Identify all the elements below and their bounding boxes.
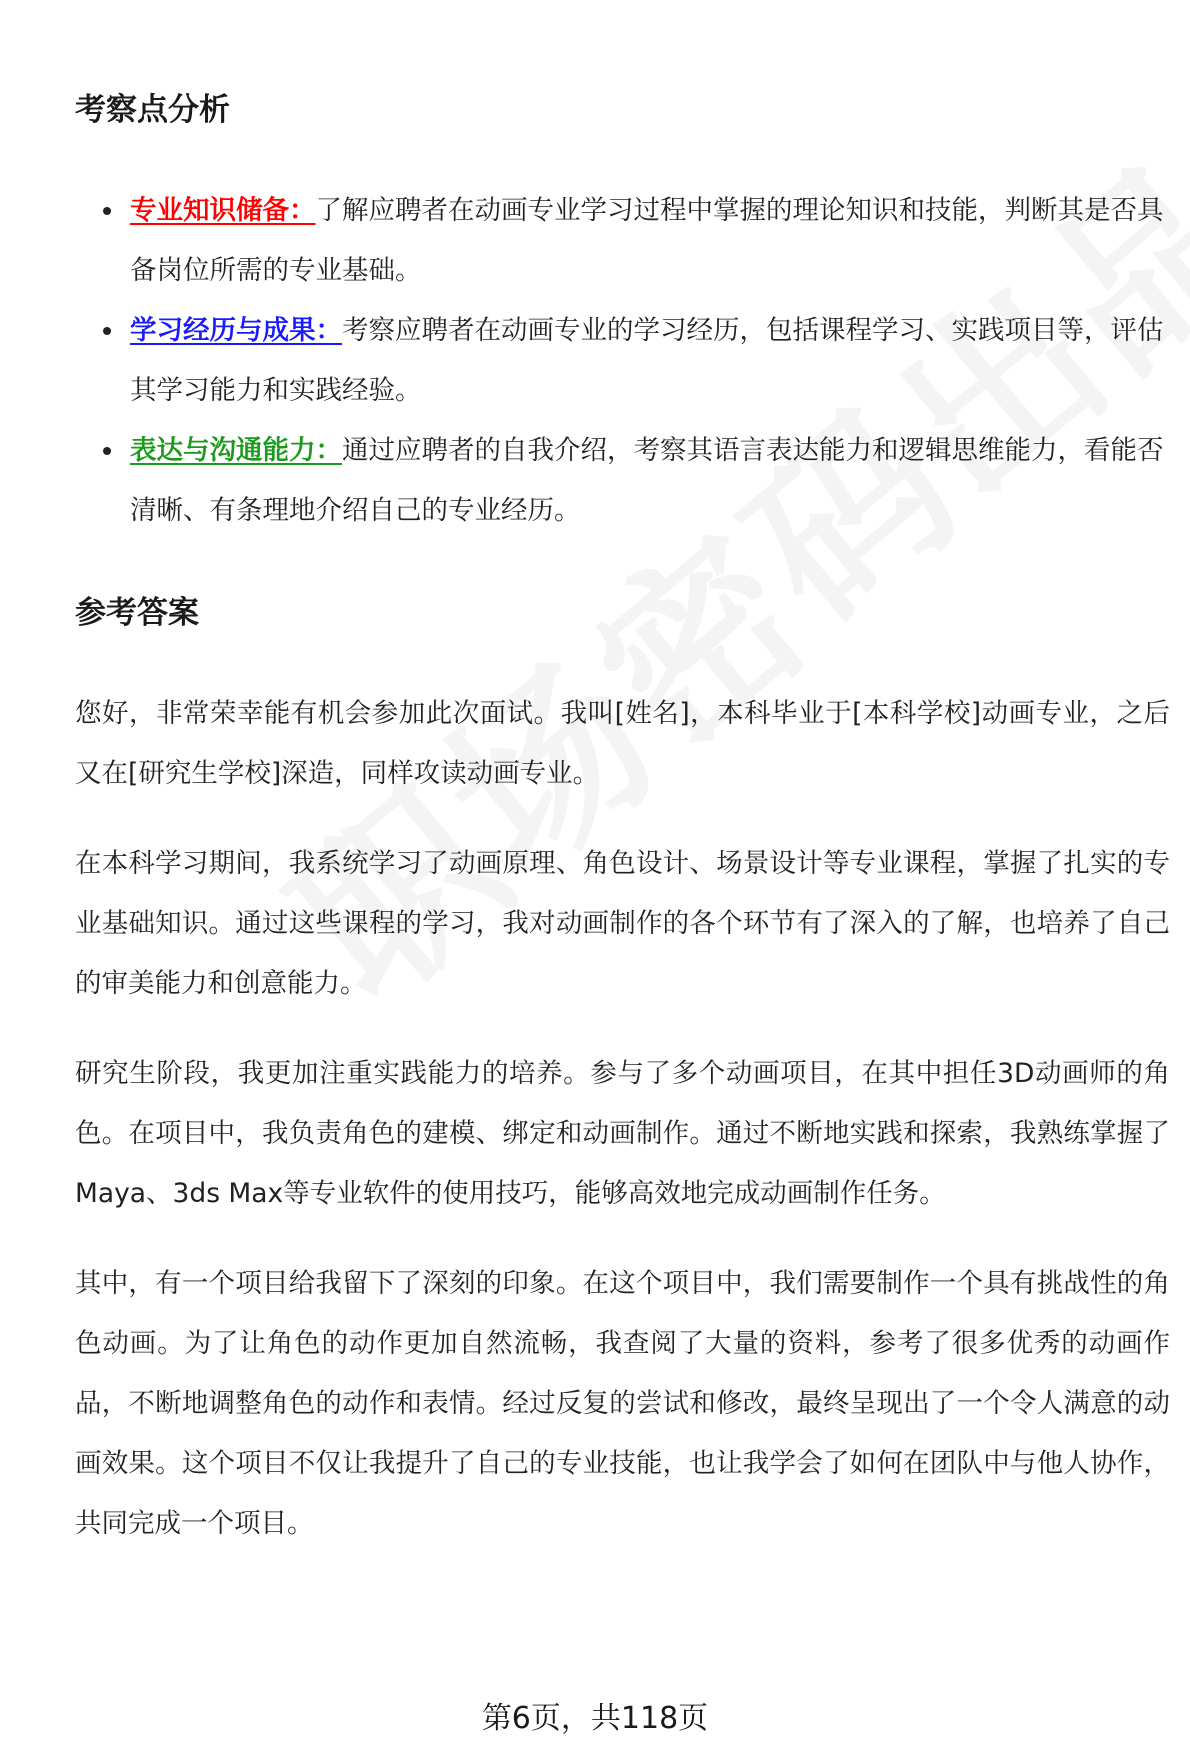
analysis-point [75, 421, 1170, 541]
section-title-answer: 参考答案 [75, 595, 199, 631]
analysis-point [75, 181, 1170, 301]
bullet-dot-icon [103, 207, 111, 215]
analysis-point [75, 301, 1170, 421]
section-title-analysis: 考察点分析 [75, 92, 230, 128]
point-text: 考察应聘者在动画专业的学习经历，包括课程学习、实践项目等，评估其学习能力和实践经验。 [130, 315, 1164, 406]
page-content [75, 86, 1170, 1554]
answer-paragraph: 您好，非常荣幸能有机会参加此次面试。我叫[姓名]，本科毕业于[本科学校]动画专业，之后又在[研究生学校]深造，同样攻读动画专业。 [75, 698, 1170, 789]
point-text: 通过应聘者的自我介绍，考察其语言表达能力和逻辑思维能力，看能否清晰、有条理地介绍自己的专业经历。 [130, 435, 1164, 526]
analysis-point-list [75, 181, 1170, 541]
point-keyword: 专业知识储备： [130, 195, 316, 226]
point-text: 了解应聘者在动画专业学习过程中掌握的理论知识和技能，判断其是否具备岗位所需的专业基础。 [130, 195, 1164, 286]
answer-paragraph: 研究生阶段，我更加注重实践能力的培养。参与了多个动画项目，在其中担任3D动画师的角色。在项目中，我负责角色的建模、绑定和动画制作。通过不断地实践和探索，我熟练掌握了Maya、3ds Max等专业软件的使用技巧，能够高效地完成动画制作任务。 [75, 1058, 1170, 1209]
bullet-dot-icon [103, 447, 111, 455]
point-keyword: 表达与沟通能力： [130, 435, 342, 466]
answer-paragraph: 在本科学习期间，我系统学习了动画原理、角色设计、场景设计等专业课程，掌握了扎实的专业基础知识。通过这些课程的学习，我对动画制作的各个环节有了深入的了解，也培养了自己的审美能力和创意能力。 [75, 848, 1170, 999]
page-number: 第6页，共118页 [481, 1701, 709, 1736]
bullet-dot-icon [103, 327, 111, 335]
answer-paragraph: 其中，有一个项目给我留下了深刻的印象。在这个项目中，我们需要制作一个具有挑战性的角色动画。为了让角色的动作更加自然流畅，我查阅了大量的资料，参考了很多优秀的动画作品，不断地调整角色的动作和表情。经过反复的尝试和修改，最终呈现出了一个令人满意的动画效果。这个项目不仅让我提升了自己的专业技能，也让我学会了如何在团队中与他人协作，共同完成一个项目。 [75, 1268, 1170, 1539]
point-keyword: 学习经历与成果： [130, 315, 342, 346]
